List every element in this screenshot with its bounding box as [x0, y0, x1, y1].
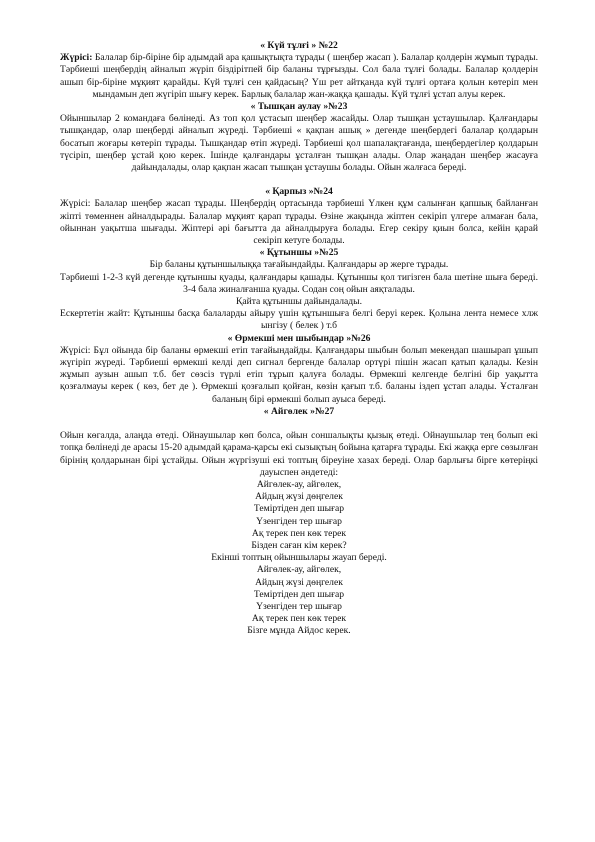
verse-line: Үзенгіден тер шығар — [256, 600, 342, 612]
section-title-26: « Өрмекші мен шыбындар »№26 — [227, 332, 371, 344]
section-line-25-1: Бір баланы құтыншылыққа тағайындайды. Қалғандары әр жерге тұрады. — [149, 259, 449, 271]
section-text-22: Балалар бір-біріне бір адымдай ара қашықтықта тұрады ( шеңбер жасап ). Балалар қолдерін жұмып тұрады. Тәрбиеші шеңбердің айналып жүріп біздірітпей бір баланы тұрғызды. Сол бала тұлғі болады. Балалар қолдерін ашып бір-біріне мұқият қарайды. Күй тұлғі сен қайдасың? Үш рет айтқанда күй тұлғі ортаға қолын көтеріп мен мындамын деп жүгіріп шығу керек. Барлық балалар жан-жаққа қашады. Күй тұлғі ұстап алуы керек. — [60, 52, 538, 100]
section-intro-27: Ойын көгалда, алаңда өтеді. Ойнаушылар көп болса, ойын соншалықты қызық өтеді. Ойнаушылар тең болып екі топқа бөлінеді де арасы 15-20 адымдай қарама-қарсы екі сызықтың бойына қатарға тұрады. Екі жаққа ерге сөзылған бірінің қолдарынан бірі ұстайды. Ойын жүргізуші екі топтың біреуіне хазах береді. Олар барлығы бірге көтеріңкі дауыспен әндетеді: — [60, 430, 538, 478]
section-middle-27: Екінші топтың ойыншылары жауап береді. — [211, 552, 387, 564]
section-body-26 — [60, 345, 538, 406]
verse-line: Айгөлек-ау, айгөлек, — [256, 478, 342, 490]
section-line-25-4: Ескертетін жайт: Құтыншы басқа балаларды айыру үшін құтыншыға белгі беруі керек. Қолына лента немесе хлж ынгізу ( белек ) т.б — [60, 308, 538, 332]
verse-line: Айдың жүзі дөңгелек — [255, 576, 343, 588]
section-lead-22: Жүрісі: — [60, 52, 93, 64]
section-gap — [60, 174, 538, 186]
document-content — [60, 40, 538, 638]
verse-line: Айдың жүзі дөңгелек — [255, 491, 343, 503]
verse-line: Бізден саған кім керек? — [251, 539, 347, 551]
verse-line: Бізге мұнда Айдос керек. — [247, 625, 351, 637]
verse-line: Айгөлек-ау, айгөлек, — [256, 564, 342, 576]
verse-line: Үзенгіден тер шығар — [256, 515, 342, 527]
verse-line: Теміртіден деп шығар — [253, 503, 345, 515]
section-body-23: Ойыншылар 2 командаға бөлінеді. Аз топ қол ұстасып шеңбер жасайды. Олар тышқан ұстаушылар. Қалғандары тышқандар, олар шеңберді айналып жүреді. Тәрбиеші « қақпан ашық » дегенде шеңбердегі балалар қолдарын босатып жоғары көтеріп тұрады. Тышқандар өтіп жүреді. Тәрбиеші қол шапалақтағанда, шеңбердегілер қолдарын түсіріп, шеңбер ұстай қою керек. Ішінде қалғандары ұсталған тышқан алады. Олар жаңадан шеңбер жасауға дайындалады, олар қақпан жасап тышқан ұстаушы болады. Ойын жалғаса береді. — [60, 113, 538, 174]
section-line-25-2: Тәрбиеші 1-2-3 күй дегенде құтыншы қуады, қалғандары қашады. Құтыншы қол тигізген бала шетіне шыға береді. 3-4 бала жиналғанша қуады. Содан соң ойын аяқталады. — [60, 271, 538, 295]
section-title-27: « Айгөлек »№27 — [263, 405, 335, 417]
section-text-26: Бұл ойында бір баланы өрмекші етіп тағайындайды. Қалғандары шыбын болып мекендап шашырап ұшып жүгіріп жүреді. Тәрбиеші өрмекші келді деп сигнал бергенде балалар ортүрі пішін жасап қатып қалады. Кезін жұмып аузын ашып т.б. бет сөзсіз түрлі етіп тұрып қалуға болады. Өрмекші келгенде белгіні бір уақытта қозғалмауы керек ( көз, бет де ). Өрмекші қозғалып қойған, көзін қағып т.б. баланы іздеп ұстап алады. Ұсталған баланың бірі өрмекші болып ауыса береді. — [60, 344, 538, 405]
section-title-24: « Қарпыз »№24 — [265, 186, 333, 198]
section-title-22: « Күй тұлғі » №22 — [260, 40, 338, 51]
verse-line: Теміртіден деп шығар — [253, 588, 345, 600]
section-body-24 — [60, 198, 538, 247]
section-title-25: « Құтыншы »№25 — [259, 247, 339, 259]
verse-line: Ақ терек пен көк терек — [251, 613, 347, 625]
section-lead-26: Жүрісі: — [60, 344, 91, 356]
section-text-24: Балалар шеңбер жасап тұрады. Шеңбердің ортасында тәрбиеші Үлкен құм салынған қапшық байланған жіпті төменнен айналдырады. Балалар мұқият қарап тұрады. Өзіне жақында жіптен секіріп үлгере алмаған бала, ойыннан уақытша шығады. Жіптері әрі бағытта да айналдыруға болады. Егер секіру қиын болса, кейін қарай секіріп кетуге болады. — [60, 198, 538, 247]
section-lead-24: Жүрісі: — [60, 198, 91, 210]
section-title-23: « Тышқан аулау »№23 — [250, 101, 348, 113]
verse-line: Ақ терек пен көк терек — [251, 527, 347, 539]
section-body-22 — [60, 52, 538, 101]
section-gap — [60, 418, 538, 430]
section-line-25-3: Қайта құтыншы дайындалады. — [235, 296, 363, 308]
